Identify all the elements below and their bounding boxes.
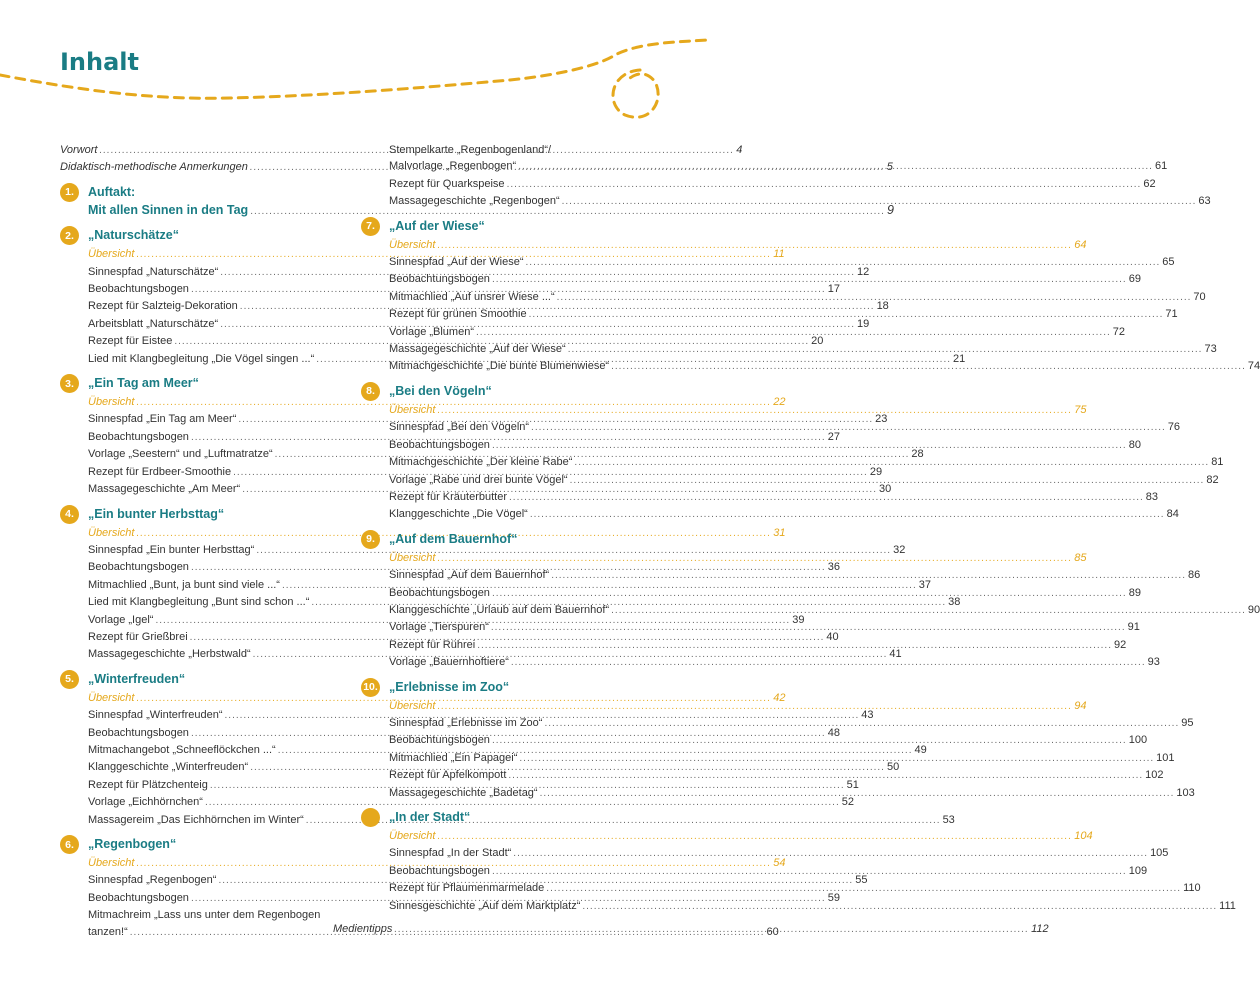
section-title: „Naturschätze“ <box>88 228 179 243</box>
toc-entry <box>361 637 1127 654</box>
overview-entry <box>361 550 1087 567</box>
entry-page: 60 <box>766 925 779 938</box>
dot-leader <box>437 699 1072 715</box>
entry-title: Stempelkarte „Regenbogenland“/ <box>389 144 552 156</box>
entry-title: Mitmachlied „Bunt, ja bunt sind viele ...“ <box>88 578 280 591</box>
dot-leader <box>519 751 1154 767</box>
entry-page: 91 <box>1127 621 1140 634</box>
entry-page: 109 <box>1128 864 1148 877</box>
entry-title: Beobachtungsbogen <box>88 283 189 296</box>
entry-page: 5 <box>886 161 893 174</box>
entry-page: 81 <box>1211 456 1224 469</box>
entry-title: Übersicht <box>389 238 436 251</box>
entry-title: Vorlage „Eichhörnchen“ <box>88 796 203 809</box>
entry-page: 63 <box>1198 195 1211 208</box>
entry-title: Sinnespfad „Erlebnisse im Zoo“ <box>389 716 543 729</box>
toc-entry <box>60 725 840 742</box>
entry-page: 42 <box>773 691 786 704</box>
dot-leader <box>574 455 1209 471</box>
entry-page: 49 <box>914 743 927 756</box>
toc-entry <box>60 429 840 446</box>
dot-leader <box>509 490 1144 506</box>
entry-title: Übersicht <box>88 248 135 261</box>
section-number-badge: 8. <box>361 382 380 401</box>
entry-page: 64 <box>1074 238 1087 251</box>
section-title: Auftakt: <box>88 184 136 199</box>
entry-page: 19 <box>856 317 870 330</box>
entry-title: Sinnespfad „Ein bunter Herbsttag“ <box>88 543 255 556</box>
entry-page: 102 <box>1145 769 1164 782</box>
toc-entry <box>361 437 1141 454</box>
entry-title: Vorlage „Tierspuren“ <box>389 621 489 634</box>
toc-entry <box>361 472 1219 489</box>
entry-title: Klanggeschichte „Winterfreuden“ <box>88 761 249 774</box>
section-title: „In der Stadt“ <box>389 810 471 824</box>
entry-title: Sinnespfad „Ein Tag am Meer“ <box>88 413 237 426</box>
dot-leader <box>611 603 1246 619</box>
section-title: „Regenbogen“ <box>88 837 177 851</box>
section-number-badge: 4. <box>60 505 79 524</box>
entry-page: 48 <box>827 726 840 739</box>
dot-leader <box>508 768 1143 784</box>
entry-page: 104 <box>1074 830 1093 842</box>
toc-entry <box>361 176 1156 193</box>
entry-title: Vorlage „Blumen“ <box>389 325 474 338</box>
section-heading <box>361 217 644 236</box>
entry-page: 41 <box>889 648 902 661</box>
dot-leader <box>557 290 1192 306</box>
section-number-badge: 9. <box>361 530 380 549</box>
section-heading <box>60 374 343 393</box>
entry-page: 51 <box>846 778 859 791</box>
entry-page: 73 <box>1204 343 1217 356</box>
entry-title: Sinnespfad „Naturschätze“ <box>88 265 219 278</box>
entry-page: 50 <box>886 761 900 774</box>
entry-page: 83 <box>1145 490 1159 503</box>
entry-title: Massagegeschichte „Herbstwald“ <box>88 648 251 661</box>
section-title: „Erlebnisse im Zoo“ <box>389 679 510 694</box>
dot-leader <box>611 359 1246 375</box>
section-heading <box>60 670 343 689</box>
dot-leader <box>544 716 1179 732</box>
decorative-dashed-line <box>0 0 707 140</box>
entry-page: 22 <box>773 396 786 409</box>
overview-entry <box>361 698 1087 715</box>
dot-leader <box>546 881 1181 897</box>
dot-leader <box>491 620 1126 636</box>
dot-leader <box>492 864 1127 880</box>
section-title: „Ein bunter Herbsttag“ <box>88 506 225 521</box>
entry-title: Übersicht <box>88 396 135 409</box>
entry-page: 27 <box>827 430 840 443</box>
entry-page: 90 <box>1247 603 1260 616</box>
entry-page: 70 <box>1193 290 1206 303</box>
entry-title: Rezept für Quarkspeise <box>389 177 505 190</box>
entry-title: Massagegeschichte „Am Meer“ <box>88 483 241 496</box>
entry-title: Sinnespfad „Winterfreuden“ <box>88 709 223 722</box>
dot-leader <box>531 420 1166 436</box>
dot-leader <box>437 238 1072 254</box>
entry-page: 31 <box>773 526 786 539</box>
toc-entry <box>361 158 1168 175</box>
entry-title: Vorlage „Igel“ <box>88 613 154 626</box>
entry-page: 65 <box>1162 256 1175 269</box>
overview-entry <box>60 690 786 707</box>
entry-title: Lied mit Klangbegleitung „Bunt sind schon ...“ <box>88 596 310 609</box>
entry-title: Lied mit Klangbegleitung „Die Vögel singen ...“ <box>88 352 315 365</box>
section-number-badge: 5. <box>60 670 79 689</box>
entry-title: Medientipps <box>333 923 393 936</box>
dot-leader <box>513 846 1148 862</box>
entry-title: Vorwort <box>60 144 98 156</box>
entry-title: Rezept für Salzteig-Dekoration <box>88 300 238 313</box>
dot-leader <box>540 786 1175 802</box>
section-number-badge <box>361 808 380 827</box>
entry-page: 43 <box>861 709 874 722</box>
section-heading <box>361 808 644 827</box>
entry-title: Beobachtungsbogen <box>389 734 490 747</box>
entry-page: 111 <box>1219 899 1236 912</box>
entry-title: Übersicht <box>88 691 135 704</box>
entry-title: Beobachtungsbogen <box>88 430 189 443</box>
section-heading <box>60 226 343 245</box>
dot-leader <box>568 342 1203 358</box>
entry-title: Rezept für Apfelkompott <box>389 769 507 782</box>
dot-leader <box>582 899 1217 915</box>
entry-page: 53 <box>942 813 955 826</box>
entry-page: 94 <box>1074 699 1087 712</box>
section-heading <box>361 678 644 697</box>
section-heading <box>60 505 343 524</box>
entry-title: Massagegeschichte „Auf der Wiese“ <box>389 343 566 356</box>
entry-title: Sinnesgeschichte „Auf dem Marktplatz“ <box>389 899 581 912</box>
dot-leader <box>526 255 1161 271</box>
entry-title: Mit allen Sinnen in den Tag <box>88 202 249 217</box>
entry-title: Mitmachlied „Ein Papagei“ <box>389 751 518 764</box>
entry-title: Beobachtungsbogen <box>88 891 189 904</box>
entry-page: 76 <box>1167 421 1181 434</box>
entry-title: Rezept für Plätzchenteig <box>88 778 208 791</box>
section-number-badge: 2. <box>60 226 79 245</box>
entry-page: 110 <box>1183 882 1201 895</box>
section-number-badge: 6. <box>60 835 79 854</box>
entry-title: Sinnespfad „In der Stadt“ <box>389 847 512 860</box>
toc-entry <box>361 506 1179 523</box>
dot-leader <box>570 473 1205 489</box>
entry-page: 82 <box>1206 473 1219 486</box>
entry-title: Beobachtungsbogen <box>389 586 490 599</box>
entry-page: 18 <box>876 300 889 313</box>
entry-title: Mitmachreim „Lass uns unter dem Regenbogen <box>88 909 321 922</box>
entry-page: 80 <box>1128 438 1141 451</box>
entry-page: 54 <box>773 857 786 869</box>
entry-title: Vorlage „Bauernhoftiere“ <box>389 656 509 669</box>
entry-page: 17 <box>827 283 840 296</box>
entry-page: 28 <box>911 448 924 461</box>
entry-title: Didaktisch-methodische Anmerkungen <box>60 161 248 174</box>
entry-title: Mitmachgeschichte „Der kleine Rabe“ <box>389 456 573 469</box>
entry-page: 92 <box>1113 638 1127 651</box>
entry-page: 59 <box>827 891 840 904</box>
dot-leader <box>511 655 1146 671</box>
entry-title: Rezept für grünen Smoothie <box>389 308 527 321</box>
entry-page: 86 <box>1187 569 1201 582</box>
entry-title: Übersicht <box>389 830 436 842</box>
entry-title: Rezept für Erdbeer-Smoothie <box>88 465 232 478</box>
entry-title: Malvorlage „Regenbogen“ <box>389 160 517 173</box>
entry-page: 72 <box>1112 325 1126 338</box>
dot-leader <box>437 403 1072 419</box>
toc-entry-line1 <box>361 142 644 158</box>
entry-title: Rezept für Grießbrei <box>88 630 188 643</box>
entry-title: Rezept für Kräuterbutter <box>389 490 508 503</box>
section-number-badge: 10. <box>361 678 380 697</box>
dot-leader <box>492 438 1127 454</box>
entry-page: 95 <box>1181 716 1194 729</box>
toc-entry-line1 <box>60 907 343 923</box>
entry-title: Mitmachlied „Auf unsrer Wiese ...“ <box>389 290 555 303</box>
entry-page: 69 <box>1128 273 1141 286</box>
entry-page: 37 <box>918 578 931 591</box>
entry-title: Arbeitsblatt „Naturschätze“ <box>88 317 219 330</box>
entry-title: Mitmachangebot „Schneeflöckchen ...“ <box>88 743 276 756</box>
section-heading <box>361 530 644 549</box>
dot-leader <box>562 194 1197 210</box>
entry-page: 89 <box>1128 586 1141 599</box>
entry-page: 11 <box>773 248 785 261</box>
entry-title: Massagegeschichte „Badetag“ <box>389 786 538 799</box>
entry-page: 20 <box>811 335 824 348</box>
entry-page: 105 <box>1150 847 1169 860</box>
toc-entry <box>361 785 1195 802</box>
entry-title: Beobachtungsbogen <box>389 273 490 286</box>
entry-page: 32 <box>893 543 906 556</box>
entry-page: 112 <box>1031 923 1049 936</box>
entry-title: tanzen!“ <box>88 925 128 938</box>
entry-title: Sinnespfad „Auf der Wiese“ <box>389 256 524 269</box>
dot-leader <box>477 638 1112 654</box>
entry-page: 4 <box>736 144 743 156</box>
section-heading <box>361 382 644 401</box>
entry-title: Klanggeschichte „Die Vögel“ <box>389 508 528 521</box>
section-number-badge: 7. <box>361 217 380 236</box>
entry-page: 39 <box>792 613 805 626</box>
entry-page: 21 <box>953 352 966 365</box>
entry-title: Beobachtungsbogen <box>88 726 189 739</box>
toc-entry <box>361 898 1236 915</box>
entry-page: 30 <box>879 483 892 496</box>
entry-title: Klanggeschichte „Urlaub auf dem Bauernhof“ <box>389 603 610 616</box>
entry-page: 75 <box>1074 403 1087 416</box>
entry-page: 9 <box>886 202 894 217</box>
entry-page: 84 <box>1166 508 1179 521</box>
entry-page: 85 <box>1074 551 1087 564</box>
toc-entry <box>361 750 1175 767</box>
entry-page: 38 <box>948 596 961 609</box>
entry-title: Sinnespfad „Bei den Vögeln“ <box>389 421 530 434</box>
entry-title: Mitmachgeschichte „Die bunte Blumenwiese“ <box>389 360 610 373</box>
section-heading <box>60 835 343 854</box>
section-title: „Bei den Vögeln“ <box>389 383 492 398</box>
entry-page: 55 <box>855 874 868 887</box>
overview-entry <box>60 394 786 411</box>
entry-title: Beobachtungsbogen <box>88 561 189 574</box>
entry-page: 74 <box>1247 360 1260 373</box>
section-number-badge: 3. <box>60 374 79 393</box>
dot-leader <box>507 177 1142 193</box>
entry-page: 12 <box>857 265 870 278</box>
entry-title: Übersicht <box>389 403 436 416</box>
entry-title: Übersicht <box>389 699 436 712</box>
entry-title: Übersicht <box>88 526 135 539</box>
toc-entry <box>361 845 1169 862</box>
entry-title: Sinnespfad „Auf dem Bauernhof“ <box>389 569 550 582</box>
overview-entry <box>361 828 1093 845</box>
dot-leader <box>492 733 1127 749</box>
section-title: „Auf dem Bauernhof“ <box>389 531 518 546</box>
toc-entry <box>361 324 1126 341</box>
section-title: „Winterfreuden“ <box>88 671 186 686</box>
entry-title: Sinnespfad „Regenbogen“ <box>88 874 217 887</box>
dot-leader <box>476 325 1111 341</box>
entry-title: Vorlage „Seestern“ und „Luftmatratze“ <box>88 448 273 461</box>
page-title: Inhalt <box>60 48 139 76</box>
entry-page: 100 <box>1128 734 1148 747</box>
entry-page: 101 <box>1156 751 1175 764</box>
dot-leader <box>529 307 1164 323</box>
overview-entry <box>361 237 1087 254</box>
dot-leader <box>437 551 1072 567</box>
entry-page: 40 <box>826 630 839 643</box>
entry-title: Rezept für Eistee <box>88 335 173 348</box>
entry-page: 93 <box>1147 656 1160 669</box>
entry-page: 62 <box>1143 177 1156 190</box>
toc-entry <box>60 794 854 811</box>
toc-entry <box>361 193 1211 210</box>
section-title: „Auf der Wiese“ <box>389 218 485 233</box>
entry-title: Übersicht <box>389 551 436 564</box>
entry-title: Vorlage „Rabe und drei bunte Vögel“ <box>389 473 568 486</box>
entry-page: 36 <box>827 561 840 574</box>
entry-page: 52 <box>841 796 854 809</box>
dot-leader <box>492 272 1127 288</box>
entry-page: 23 <box>875 413 888 426</box>
entry-title: Massagegeschichte „Regenbogen“ <box>389 195 560 208</box>
dot-leader <box>518 159 1153 175</box>
entry-page: 61 <box>1154 160 1168 173</box>
entry-title: Beobachtungsbogen <box>389 864 490 877</box>
dot-leader <box>437 829 1072 845</box>
entry-page: 29 <box>869 465 883 478</box>
entry-title: Beobachtungsbogen <box>389 438 490 451</box>
entry-page: 103 <box>1176 786 1195 799</box>
entry-title: Rezept für Pflaumenmarmelade <box>389 882 545 895</box>
dot-leader <box>492 586 1127 602</box>
dot-leader <box>530 507 1165 523</box>
entry-title: Übersicht <box>88 857 135 869</box>
toc-entry <box>361 585 1141 602</box>
section-title: „Ein Tag am Meer“ <box>88 376 199 391</box>
dot-leader <box>394 922 1029 938</box>
entry-title: Rezept für Rührei <box>389 638 476 651</box>
section-number-badge: 1. <box>60 183 79 202</box>
dot-leader <box>551 568 1186 584</box>
entry-title: Massagereim „Das Eichhörnchen im Winter“ <box>88 813 304 826</box>
entry-page: 71 <box>1165 308 1178 321</box>
